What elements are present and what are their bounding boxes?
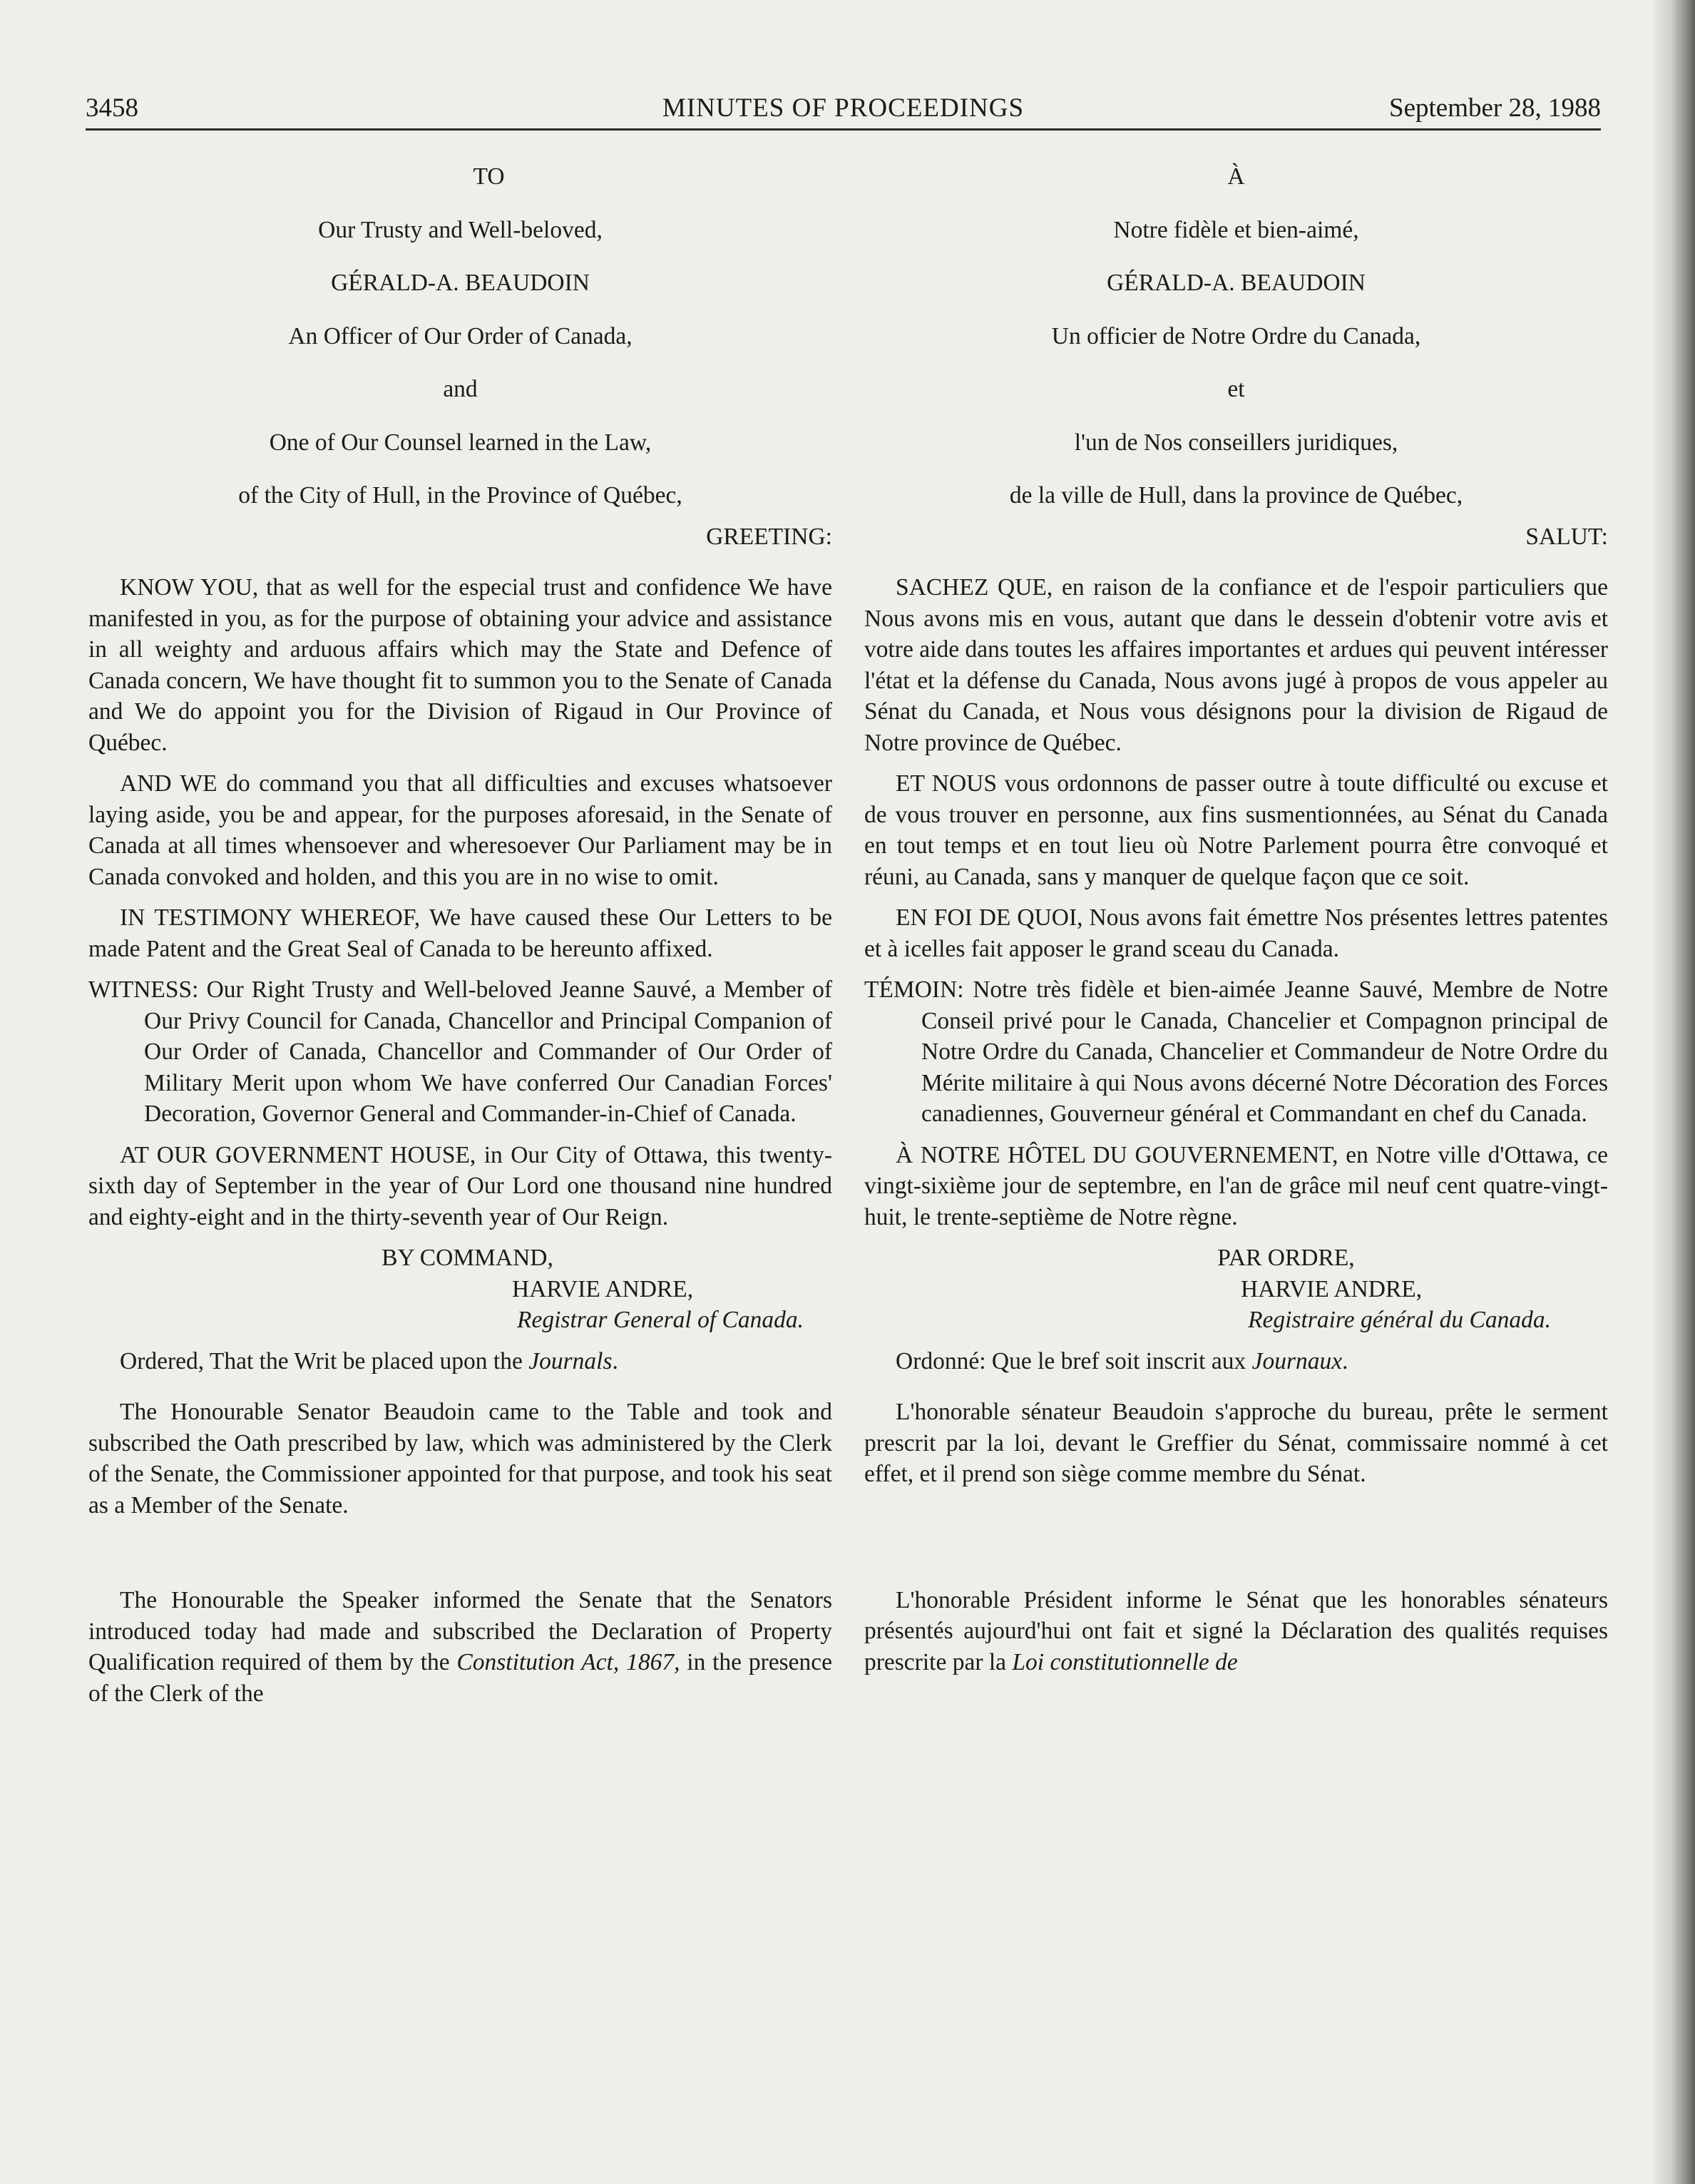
signer-title-fr: Registraire général du Canada. xyxy=(1248,1307,1551,1333)
witness-paragraph: WITNESS: Our Right Trusty and Well-beloved Jeanne Sauvé, a Member of Our Privy Council for Canada, Chancellor and Principal Companion of Our Order of Canada, Chancellor and Commander of Our Order of Military Merit upon whom We have conferred Our Canadian Forces' Decoration, Governor General and Commander-in-Chief of Canada. xyxy=(88,976,832,1127)
par-ordre: PAR ORDRE, xyxy=(1217,1245,1355,1271)
salut: SALUT: xyxy=(1525,523,1608,550)
speaker-paragraph: The Honourable the Speaker informed the Senate that the Senators introduced today had made and subscribed the Declaration of Property Qualification required of them by the Constitution Act, 1867, in the presence of the Clerk of the xyxy=(88,1587,832,1707)
and-line: and xyxy=(443,376,478,402)
and-we-paragraph: AND WE do command you that all difficulties and excuses whatsoever laying aside, you be and appear, for the purposes aforesaid, in the Senate of Canada at all times whensoever and wheresoever Our Parliament may be in Canada convoked and holden, and this you are in no wise to omit. xyxy=(88,770,832,890)
et-line: et xyxy=(1227,376,1245,402)
signer-name-fr: HARVIE ANDRE, xyxy=(1241,1275,1423,1302)
officier-line: Un officier de Notre Ordre du Canada, xyxy=(1051,322,1421,349)
oath-paragraph: The Honourable Senator Beaudoin came to the Table and took and subscribed the Oath prescribed by law, which was administered by the Clerk of the Senate, the Commissioner appointed for that purpose, and took his seat as a Member of the Senate. xyxy=(88,1399,832,1519)
officer-line: An Officer of Our Order of Canada, xyxy=(288,322,633,349)
appointee-name: GÉRALD-A. BEAUDOIN xyxy=(331,270,590,296)
serment-paragraph: L'honorable sénateur Beaudoin s'approche du bureau, prête le serment prescrit par la loi, devant le Greffier du Sénat, commissaire nommé à cet effet, et il prend son siège comme membre du Sénat. xyxy=(864,1399,1608,1487)
ordonne-bref: Ordonné: Que le bref soit inscrit aux Journaux. xyxy=(896,1347,1348,1374)
testimony-paragraph: IN TESTIMONY WHEREOF, We have caused these Our Letters to be made Patent and the Great Seal of Canada to be hereunto affixed. xyxy=(88,904,832,962)
president-paragraph: L'honorable Président informe le Sénat que les honorables sénateurs présentés aujourd'hui ont fait et signé la Déclaration des qualités requises prescrite par la Loi constitutionnelle de xyxy=(864,1586,1608,1675)
know-you-paragraph: KNOW YOU, that as well for the especial trust and confidence We have manifested in you, as for the purpose of obtaining your advice and assistance in all weighty and arduous affairs which may the State and Defence of Canada concern, We have thought fit to summon you to the Senate of Canada and We do appoint you for the Division of Rigaud in Our Province of Québec. xyxy=(88,574,832,756)
fidele-line: Notre fidèle et bien-aimé, xyxy=(1113,216,1359,243)
salutation-a: À xyxy=(1227,163,1245,190)
binding-shadow xyxy=(1652,0,1695,2184)
page-number: 3458 xyxy=(86,93,138,123)
et-nous-paragraph: ET NOUS vous ordonnons de passer outre à toute difficulté ou excuse et de vous trouver en personne, aux fins susmentionnées, au Sénat du Canada en tout temps et en tout lieu où Notre Parlement pourra être convoqué et réuni, au Canada, sans y manquer de quelque façon que ce soit. xyxy=(864,770,1608,890)
en-foi-paragraph: EN FOI DE QUOI, Nous avons fait émettre Nos présentes lettres patentes et à icelles fait apposer le grand sceau du Canada. xyxy=(864,904,1608,962)
hotel-paragraph: À NOTRE HÔTEL DU GOUVERNEMENT, en Notre ville d'Ottawa, ce vingt-sixième jour de septembre, en l'an de grâce mil neuf cent quatre-vingt-huit, le trente-septième de Notre règne. xyxy=(864,1141,1608,1230)
salutation-to: TO xyxy=(473,163,505,190)
page-header xyxy=(86,90,1601,131)
counsel-line: One of Our Counsel learned in the Law, xyxy=(269,429,652,456)
signer-name: HARVIE ANDRE, xyxy=(512,1275,694,1302)
header-date: September 28, 1988 xyxy=(1389,93,1601,123)
english-column xyxy=(88,161,832,1709)
by-command: BY COMMAND, xyxy=(381,1245,553,1271)
government-house-paragraph: AT OUR GOVERNMENT HOUSE, in Our City of Ottawa, this twenty-sixth day of September in the year of Our Lord one thousand nine hundred and eighty-eight and in the thirty-seventh year of Our Reign. xyxy=(88,1141,832,1230)
temoin-paragraph: TÉMOIN: Notre très fidèle et bien-aimée Jeanne Sauvé, Membre de Notre Conseil privé pour le Canada, Chancelier et Compagnon principal de Notre Ordre du Canada, Chancelier et Commandeur de Notre Ordre du Mérite militaire à qui Nous avons décerné Notre Décoration des Forces canadiennes, Gouverneur général et Commandant en chef du Canada. xyxy=(864,976,1608,1127)
appointee-name-fr: GÉRALD-A. BEAUDOIN xyxy=(1107,270,1366,296)
signer-title: Registrar General of Canada. xyxy=(517,1307,804,1333)
conseiller-line: l'un de Nos conseillers juridiques, xyxy=(1074,429,1398,456)
trusty-line: Our Trusty and Well-beloved, xyxy=(318,216,603,243)
sachez-paragraph: SACHEZ QUE, en raison de la confiance et de l'espoir particuliers que Nous avons mis en vous, autant que dans le dessein d'obtenir votre avis et votre aide dans toutes les affaires importantes et ardues qui peuvent intéresser l'état et la défense du Canada, Nous avons jugé à propos de vous appeler au Sénat du Canada, et Nous vous désignons pour la division de Rigaud de Notre province de Québec. xyxy=(864,574,1608,756)
city-line: of the City of Hull, in the Province of Québec, xyxy=(238,482,682,509)
greeting: GREETING: xyxy=(706,523,832,550)
ordered-writ: Ordered, That the Writ be placed upon the Journals. xyxy=(120,1347,618,1374)
running-title: MINUTES OF PROCEEDINGS xyxy=(662,93,1025,123)
french-column xyxy=(864,161,1608,1678)
ville-line: de la ville de Hull, dans la province de Québec, xyxy=(1009,482,1463,509)
